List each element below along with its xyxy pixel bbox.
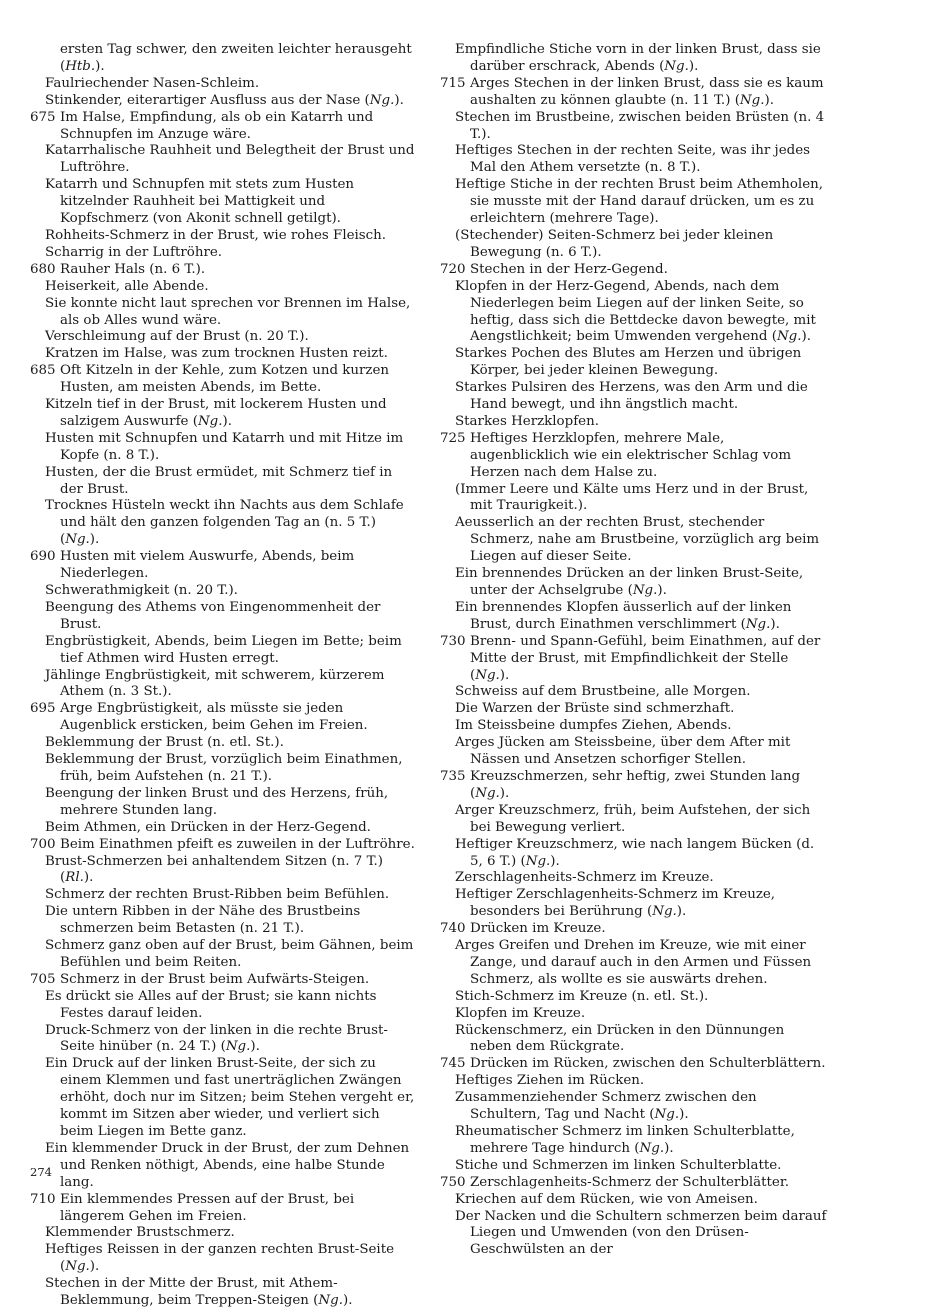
symptom-entry [30, 245, 417, 262]
entry-text: Klemmender Brustschmerz. [45, 1225, 235, 1241]
symptom-entry [30, 938, 417, 972]
symptom-entry [30, 296, 417, 330]
symptom-entry [440, 414, 827, 431]
symptom-entry [30, 972, 417, 989]
entry-text: Drücken im Kreuze. [470, 921, 606, 937]
symptom-entry [30, 735, 417, 752]
symptom-entry [30, 583, 417, 600]
symptom-entry [30, 1276, 417, 1310]
symptom-entry [440, 1209, 827, 1260]
entry-text: Arges Stechen in der linken Brust, dass sie es kaum aushalten zu können glaubte (n. 11 T.) (Ng.). [470, 75, 824, 108]
entry-text: Stiche und Schmerzen im linken Schulterblatte. [455, 1157, 782, 1173]
symptom-entry [30, 837, 417, 854]
entry-text: Der Nacken und die Schultern schmerzen beim darauf Liegen und Umwenden (von den Drüsen-Geschwülsten an der [455, 1208, 827, 1258]
symptom-entry [30, 1242, 417, 1276]
entry-text: Heftige Stiche in der rechten Brust beim Athemholen, sie musste mit der Hand darauf drücken, um es zu erleichtern (mehrere Tage). [455, 177, 824, 227]
symptom-entry [30, 262, 417, 279]
entry-text: Husten mit vielem Auswurfe, Abends, beim Niederlegen. [60, 549, 355, 582]
entry-number: 720 [440, 261, 466, 277]
entry-text: Beengung der linken Brust und des Herzens, früh, mehrere Stunden lang. [45, 785, 389, 818]
entry-text: Beim Einathmen pfeift es zuweilen in der Luftröhre. [60, 836, 415, 852]
entry-number: 695 [30, 701, 56, 717]
symptom-entry [30, 820, 417, 837]
entry-number: 725 [440, 430, 466, 446]
symptom-entry [440, 515, 827, 566]
symptom-entry [30, 279, 417, 296]
entry-text: Rückenschmerz, ein Drücken in den Dünnungen neben dem Rückgrate. [455, 1022, 785, 1055]
entry-text: (Stechender) Seiten-Schmerz bei jeder kleinen Bewegung (n. 6 T.). [455, 227, 774, 260]
entry-text: Heiserkeit, alle Abende. [45, 278, 209, 294]
symptom-entry [440, 1073, 827, 1090]
entry-text: Heftiger Kreuzschmerz, wie nach langem Bücken (d. 5, 6 T.) (Ng.). [455, 836, 815, 869]
entry-number: 685 [30, 363, 56, 379]
symptom-entry [440, 110, 827, 144]
entry-text: Beengung des Athems von Eingenommenheit der Brust. [45, 599, 381, 632]
entry-text: Starkes Herzklopfen. [455, 413, 599, 429]
entry-number: 700 [30, 836, 56, 852]
symptom-entry [440, 634, 827, 685]
symptom-entry [440, 718, 827, 735]
entry-text: Ein klemmendes Pressen auf der Brust, bei längerem Gehen im Freien. [60, 1191, 355, 1224]
entry-text: Husten mit Schnupfen und Katarrh und mit Hitze im Kopfe (n. 8 T.). [45, 430, 404, 463]
symptom-entry [440, 1124, 827, 1158]
entry-number: 750 [440, 1174, 466, 1190]
symptom-entry [30, 989, 417, 1023]
symptom-entry [440, 1192, 827, 1209]
symptom-entry [30, 904, 417, 938]
symptom-entry [440, 380, 827, 414]
entry-number: 745 [440, 1056, 466, 1072]
entry-text: Katarrhalische Rauhheit und Belegtheit der Brust und Luftröhre. [45, 143, 415, 176]
symptom-entry [440, 735, 827, 769]
entry-text: Drücken im Rücken, zwischen den Schulterblättern. [470, 1056, 826, 1072]
entry-number: 710 [30, 1191, 56, 1207]
symptom-entry [440, 228, 827, 262]
entry-text: Trocknes Hüsteln weckt ihn Nachts aus dem Schlafe und hält den ganzen folgenden Tag an (n. 5 T.) (Ng.). [45, 498, 404, 548]
symptom-entry [440, 1175, 827, 1192]
left-column [30, 42, 417, 1310]
symptom-entry [440, 566, 827, 600]
entry-number: 730 [440, 633, 466, 649]
entry-text: Zerschlagenheits-Schmerz im Kreuze. [455, 870, 714, 886]
entry-text: Rohheits-Schmerz in der Brust, wie rohes Fleisch. [45, 227, 387, 243]
symptom-entry [30, 431, 417, 465]
symptom-entry [30, 498, 417, 549]
symptom-entry [30, 786, 417, 820]
symptom-entry [440, 42, 827, 76]
entry-text: Die Warzen der Brüste sind schmerzhaft. [455, 701, 735, 717]
entry-text: Aeusserlich an der rechten Brust, stechender Schmerz, nahe am Brustbeine, vorzüglich arg beim Liegen auf dieser Seite. [455, 515, 820, 565]
entry-number: 740 [440, 921, 466, 937]
symptom-entry [30, 634, 417, 668]
entry-text: Klopfen im Kreuze. [455, 1005, 586, 1021]
entry-text: Rauher Hals (n. 6 T.). [60, 261, 206, 277]
entry-text: Arge Engbrüstigkeit, als müsste sie jeden Augenblick ersticken, beim Gehen im Freien. [60, 701, 368, 734]
entry-text: Sie konnte nicht laut sprechen vor Brennen im Halse, als ob Alles wund wäre. [45, 295, 411, 328]
symptom-entry [440, 482, 827, 516]
symptom-entry [30, 363, 417, 397]
symptom-entry [440, 431, 827, 482]
entry-text: Stich-Schmerz im Kreuze (n. etl. St.). [455, 988, 709, 1004]
entry-text: Heftiges Stechen in der rechten Seite, was ihr jedes Mal den Athem versetzte (n. 8 T.). [455, 143, 810, 176]
symptom-entry [30, 668, 417, 702]
symptom-entry [30, 76, 417, 93]
entry-text: Kratzen im Halse, was zum trocknen Husten reizt. [45, 346, 388, 362]
entry-text: Arger Kreuzschmerz, früh, beim Aufstehen, der sich bei Bewegung verliert. [455, 802, 811, 835]
entry-text: Schmerz ganz oben auf der Brust, beim Gähnen, beim Befühlen und beim Reiten. [45, 938, 414, 970]
entry-number: 735 [440, 768, 466, 784]
entry-text: Zerschlagenheits-Schmerz der Schulterblätter. [470, 1174, 790, 1190]
entry-text: Schmerz der rechten Brust-Ribben beim Befühlen. [45, 887, 390, 903]
symptom-entry [440, 177, 827, 228]
entry-text: Heftiges Ziehen im Rücken. [455, 1073, 645, 1089]
entry-text: Beim Athmen, ein Drücken in der Herz-Gegend. [45, 819, 371, 835]
entry-text: Stechen in der Herz-Gegend. [470, 261, 668, 277]
entry-text: Ein Druck auf der linken Brust-Seite, der sich zu einem Klemmen und fast unerträglichen Zwängen erhöht, doch nur im Sitzen; beim Stehen vergeht er, kommt im Sitzen aber wieder, und verliert sich beim Liegen im Bette ganz. [45, 1056, 415, 1139]
symptom-entry [440, 769, 827, 803]
symptom-entry [30, 549, 417, 583]
symptom-entry [30, 329, 417, 346]
entry-text: Kitzeln tief in der Brust, mit lockerem Husten und salzigem Auswurfe (Ng.). [45, 397, 387, 429]
entry-text: Brenn- und Spann-Gefühl, beim Einathmen, auf der Mitte der Brust, mit Empfindlichkeit der Stelle (Ng.). [470, 633, 821, 683]
entry-text: Brust-Schmerzen bei anhaltendem Sitzen (n. 7 T.) (Rl.). [45, 853, 384, 886]
entry-text: Katarrh und Schnupfen mit stets zum Husten kitzelnder Rauhheit bei Mattigkeit und Kopfschmerz (von Akonit schnell getilgt). [45, 177, 355, 227]
entry-number: 675 [30, 109, 56, 125]
symptom-entry [440, 887, 827, 921]
symptom-entry [440, 701, 827, 718]
right-column [440, 42, 827, 1259]
entry-text: Stechen in der Mitte der Brust, mit Athem-Beklemmung, beim Treppen-Steigen (Ng.). [45, 1276, 353, 1309]
entry-number: 705 [30, 971, 56, 987]
entry-text: Kreuzschmerzen, sehr heftig, zwei Stunden lang (Ng.). [470, 768, 801, 801]
entry-text: Jählinge Engbrüstigkeit, mit schwerem, kürzerem Athem (n. 3 St.). [45, 667, 385, 700]
entry-text: Druck-Schmerz von der linken in die rechte Brust-Seite hinüber (n. 24 T.) (Ng.). [45, 1022, 388, 1055]
entry-text: Es drückt sie Alles auf der Brust; sie kann nichts Festes darauf leiden. [45, 988, 377, 1021]
symptom-entry [30, 600, 417, 634]
entry-text: Zusammenziehender Schmerz zwischen den Schultern, Tag und Nacht (Ng.). [455, 1090, 757, 1123]
symptom-entry [440, 938, 827, 989]
entry-number: 680 [30, 261, 56, 277]
entry-text: Ein brennendes Drücken an der linken Brust-Seite, unter der Achselgrube (Ng.). [455, 566, 804, 598]
symptom-entry [440, 143, 827, 177]
symptom-entry [440, 76, 827, 110]
entry-text: Verschleimung auf der Brust (n. 20 T.). [45, 329, 309, 345]
entry-text: Im Halse, Empfindung, als ob ein Katarrh und Schnupfen im Anzuge wäre. [60, 109, 374, 142]
entry-text: Ein brennendes Klopfen äusserlich auf der linken Brust, durch Einathmen verschlimmert (Ng.). [455, 599, 792, 632]
symptom-entry [30, 752, 417, 786]
symptom-entry [440, 346, 827, 380]
entry-number: 690 [30, 549, 56, 565]
entry-text: Die untern Ribben in der Nähe des Brustbeins schmerzen beim Betasten (n. 21 T.). [45, 904, 361, 937]
symptom-entry [30, 346, 417, 363]
symptom-entry [440, 684, 827, 701]
symptom-entry [440, 600, 827, 634]
symptom-entry [30, 887, 417, 904]
entry-text: Heftiges Reissen in der ganzen rechten Brust-Seite (Ng.). [45, 1242, 395, 1275]
symptom-entry [30, 701, 417, 735]
symptom-entry [30, 397, 417, 431]
entry-text: Heftiges Herzklopfen, mehrere Male, augenblicklich wie ein elektrischer Schlag vom Herzen nach dem Halse zu. [470, 430, 792, 480]
entry-text: Engbrüstigkeit, Abends, beim Liegen im Bette; beim tief Athmen wird Husten erregt. [45, 633, 402, 666]
symptom-entry [440, 989, 827, 1006]
entry-text: Stechen im Brustbeine, zwischen beiden Brüsten (n. 4 T.). [455, 109, 825, 142]
entry-text: Ein klemmender Druck in der Brust, der zum Dehnen und Renken nöthigt, Abends, eine halbe Stunde lang. [45, 1140, 410, 1190]
entry-text: ersten Tag schwer, den zweiten leichter herausgeht (Htb.). [60, 42, 412, 74]
entry-text: Husten, der die Brust ermüdet, mit Schmerz tief in der Brust. [45, 464, 393, 497]
symptom-entry [440, 1090, 827, 1124]
entry-text: Scharrig in der Luftröhre. [45, 244, 223, 260]
symptom-entry [30, 1141, 417, 1192]
symptom-entry [30, 42, 417, 76]
symptom-entry [30, 1192, 417, 1226]
symptom-entry [30, 143, 417, 177]
symptom-entry [440, 837, 827, 871]
symptom-entry [30, 177, 417, 228]
entry-text: Kriechen auf dem Rücken, wie von Ameisen. [455, 1191, 758, 1207]
entry-text: Heftiger Zerschlagenheits-Schmerz im Kreuze, besonders bei Berührung (Ng.). [455, 887, 776, 920]
entry-text: Beklemmung der Brust, vorzüglich beim Einathmen, früh, beim Aufstehen (n. 21 T.). [45, 752, 403, 784]
symptom-entry [30, 1225, 417, 1242]
entry-text: Schweiss auf dem Brustbeine, alle Morgen. [455, 684, 751, 700]
entry-text: Klopfen in der Herz-Gegend, Abends, nach dem Niederlegen beim Liegen auf der linken Seite, so heftig, dass sich die Bettdecke davon bewegte, mit Aengstlichkeit; beim Umwenden vergehend (Ng.). [455, 278, 816, 345]
symptom-entry [440, 1056, 827, 1073]
entry-text: Starkes Pulsiren des Herzens, was den Arm und die Hand bewegt, und ihn ängstlich macht. [455, 380, 808, 413]
symptom-entry [30, 1023, 417, 1057]
symptom-entry [30, 93, 417, 110]
entry-text: Beklemmung der Brust (n. etl. St.). [45, 735, 284, 751]
symptom-entry [440, 1006, 827, 1023]
symptom-entry [440, 1158, 827, 1175]
symptom-entry [440, 803, 827, 837]
symptom-entry [440, 870, 827, 887]
entry-text: Faulriechender Nasen-Schleim. [45, 75, 260, 91]
page-number: 274 [30, 1165, 52, 1179]
entry-text: Schwerathmigkeit (n. 20 T.). [45, 583, 238, 598]
symptom-entry [30, 110, 417, 144]
entry-text: Starkes Pochen des Blutes am Herzen und übrigen Körper, bei jeder kleinen Bewegung. [455, 346, 802, 379]
entry-text: (Immer Leere und Kälte ums Herz und in der Brust, mit Traurigkeit.). [455, 481, 809, 514]
entry-text: Empfindliche Stiche vorn in der linken Brust, dass sie darüber erschrack, Abends (Ng.). [455, 42, 821, 74]
entry-text: Arges Greifen und Drehen im Kreuze, wie mit einer Zange, und darauf auch in den Armen und Füssen Schmerz, als wollte es sie auswärts drehen. [455, 938, 812, 987]
entry-text: Oft Kitzeln in der Kehle, zum Kotzen und kurzen Husten, am meisten Abends, im Bette. [60, 363, 390, 396]
entry-text: Rheumatischer Schmerz im linken Schulterblatte, mehrere Tage hindurch (Ng.). [455, 1124, 795, 1156]
symptom-entry [30, 854, 417, 888]
entry-text: Schmerz in der Brust beim Aufwärts-Steigen. [60, 971, 370, 987]
entry-text: Stinkender, eiterartiger Ausfluss aus der Nase (Ng.). [45, 92, 404, 108]
symptom-entry [440, 279, 827, 347]
entry-number: 715 [440, 75, 466, 91]
entry-text: Im Steissbeine dumpfes Ziehen, Abends. [455, 718, 732, 734]
symptom-entry [440, 262, 827, 279]
symptom-entry [30, 1056, 417, 1141]
symptom-entry [440, 921, 827, 938]
symptom-entry [30, 228, 417, 245]
symptom-entry [30, 465, 417, 499]
symptom-entry [440, 1023, 827, 1057]
entry-text: Arges Jücken am Steissbeine, über dem After mit Nässen und Ansetzen schorfiger Stellen. [455, 735, 791, 768]
